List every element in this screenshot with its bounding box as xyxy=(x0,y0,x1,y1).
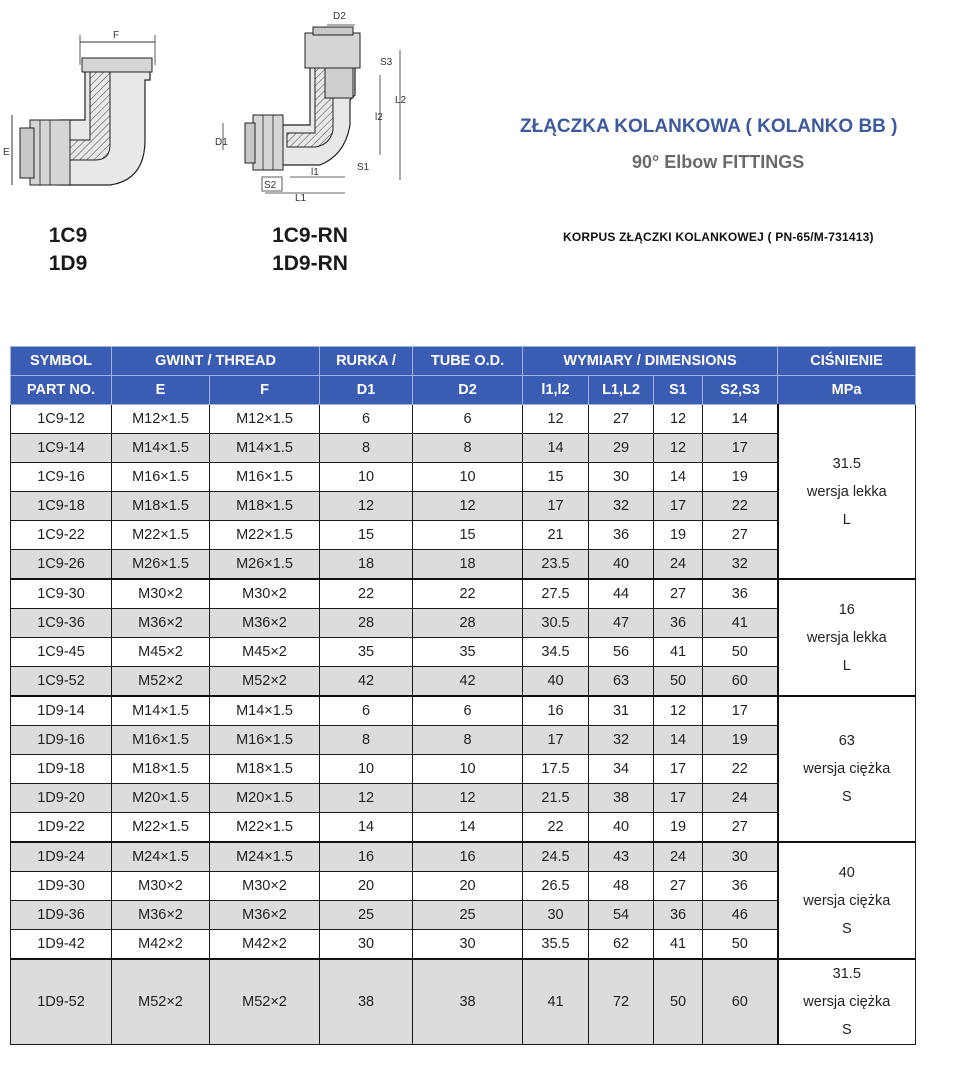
table-cell: 12 xyxy=(654,434,703,463)
table-cell: 63 xyxy=(589,667,654,697)
pressure-cell xyxy=(778,959,916,1045)
pressure-cell xyxy=(778,405,916,580)
table-cell: M30×2 xyxy=(112,872,210,901)
table-cell: M16×1.5 xyxy=(112,726,210,755)
table-cell: 8 xyxy=(413,726,523,755)
table-cell: M30×2 xyxy=(112,579,210,609)
spec-table xyxy=(10,346,916,1045)
table-cell: 1C9-18 xyxy=(11,492,112,521)
table-cell: 12 xyxy=(320,492,413,521)
table-row xyxy=(11,959,916,1045)
table-cell: 24 xyxy=(703,784,778,813)
model-1d9: 1D9 xyxy=(48,252,88,275)
table-cell: 50 xyxy=(654,667,703,697)
svg-text:l1: l1 xyxy=(311,167,319,178)
table-cell: 22 xyxy=(523,813,589,843)
elbow-fitting-rn-drawing xyxy=(205,5,410,205)
model-1c9: 1C9 xyxy=(48,224,88,247)
table-cell: 10 xyxy=(320,755,413,784)
table-cell: 23.5 xyxy=(523,550,589,580)
table-cell: 15 xyxy=(413,521,523,550)
table-cell: 24.5 xyxy=(523,842,589,872)
table-cell: 50 xyxy=(703,638,778,667)
table-cell: M16×1.5 xyxy=(112,463,210,492)
svg-text:F: F xyxy=(113,30,120,41)
table-cell: M36×2 xyxy=(210,901,320,930)
header-pressure: CIŚNIENIE xyxy=(778,347,916,376)
table-cell: 43 xyxy=(589,842,654,872)
table-cell: 8 xyxy=(320,434,413,463)
table-cell: 8 xyxy=(320,726,413,755)
table-cell: 72 xyxy=(589,959,654,1045)
table-cell: M30×2 xyxy=(210,872,320,901)
table-cell: M16×1.5 xyxy=(210,463,320,492)
table-cell: 32 xyxy=(589,726,654,755)
table-cell: 31 xyxy=(589,696,654,726)
table-cell: 22 xyxy=(320,579,413,609)
table-cell: 12 xyxy=(413,492,523,521)
table-cell: 17 xyxy=(654,492,703,521)
table-cell: 60 xyxy=(703,959,778,1045)
table-cell: M26×1.5 xyxy=(112,550,210,580)
table-cell: 1D9-36 xyxy=(11,901,112,930)
table-cell: 54 xyxy=(589,901,654,930)
table-cell: 1C9-30 xyxy=(11,579,112,609)
title-english: 90° Elbow FITTINGS xyxy=(632,152,805,172)
header-part-no: PART NO. xyxy=(11,376,112,405)
header-dimensions: WYMIARY / DIMENSIONS xyxy=(523,347,778,376)
pressure-value: 31.5 xyxy=(832,455,861,472)
table-cell: 10 xyxy=(413,463,523,492)
table-cell: 1C9-22 xyxy=(11,521,112,550)
pressure-version: wersja ciężka xyxy=(803,761,891,777)
svg-text:L1: L1 xyxy=(295,193,307,204)
table-cell: 12 xyxy=(523,405,589,434)
svg-text:D1: D1 xyxy=(215,137,228,148)
table-cell: 27 xyxy=(589,405,654,434)
table-cell: 30 xyxy=(703,842,778,872)
table-cell: 1C9-45 xyxy=(11,638,112,667)
table-cell: 16 xyxy=(523,696,589,726)
header-l1-l2: l1,l2 xyxy=(523,376,589,405)
table-cell: 38 xyxy=(320,959,413,1045)
table-cell: 60 xyxy=(703,667,778,697)
table-cell: M45×2 xyxy=(112,638,210,667)
table-cell: 40 xyxy=(523,667,589,697)
table-cell: 62 xyxy=(589,930,654,960)
title-polish: ZŁĄCZKA KOLANKOWA ( KOLANKO BB ) xyxy=(520,116,898,137)
table-cell: 35 xyxy=(320,638,413,667)
model-1d9-rn: 1D9-RN xyxy=(272,252,348,275)
svg-text:E: E xyxy=(3,147,10,158)
table-cell: 17 xyxy=(523,492,589,521)
table-cell: 26.5 xyxy=(523,872,589,901)
table-cell: 36 xyxy=(589,521,654,550)
table-cell: M42×2 xyxy=(210,930,320,960)
table-cell: 1D9-52 xyxy=(11,959,112,1045)
pressure-version: wersja lekka xyxy=(806,629,887,646)
svg-text:L2: L2 xyxy=(395,95,407,106)
table-cell: 29 xyxy=(589,434,654,463)
pressure-class: S xyxy=(841,789,852,805)
table-cell: 35.5 xyxy=(523,930,589,960)
table-cell: 12 xyxy=(413,784,523,813)
table-cell: 34 xyxy=(589,755,654,784)
table-cell: 19 xyxy=(703,463,778,492)
table-cell: 38 xyxy=(413,959,523,1045)
table-cell: M36×2 xyxy=(210,609,320,638)
table-cell: 21 xyxy=(523,521,589,550)
table-cell: 46 xyxy=(703,901,778,930)
table-cell: 1C9-52 xyxy=(11,667,112,697)
table-cell: 22 xyxy=(703,492,778,521)
table-cell: 48 xyxy=(589,872,654,901)
pressure-cell xyxy=(778,579,916,696)
table-cell: 38 xyxy=(589,784,654,813)
table-row xyxy=(11,579,916,609)
table-cell: M22×1.5 xyxy=(112,813,210,843)
table-cell: 14 xyxy=(703,405,778,434)
table-cell: 17 xyxy=(703,696,778,726)
table-cell: 17 xyxy=(654,755,703,784)
table-cell: 34.5 xyxy=(523,638,589,667)
table-cell: 14 xyxy=(654,463,703,492)
table-cell: 50 xyxy=(654,959,703,1045)
table-row xyxy=(11,842,916,872)
header-rurka: RURKA / xyxy=(320,347,413,376)
table-cell: 36 xyxy=(654,901,703,930)
table-cell: M52×2 xyxy=(112,667,210,697)
table-cell: 50 xyxy=(703,930,778,960)
header-mpa: MPa xyxy=(778,376,916,405)
table-cell: M14×1.5 xyxy=(112,434,210,463)
pressure-value: 40 xyxy=(838,864,855,881)
table-cell: 30 xyxy=(589,463,654,492)
elbow-fitting-drawing xyxy=(0,20,175,200)
table-cell: 42 xyxy=(413,667,523,697)
model-label-basic xyxy=(38,222,98,278)
table-cell: 40 xyxy=(589,813,654,843)
pressure-version: wersja lekka xyxy=(806,483,887,500)
table-cell: 28 xyxy=(413,609,523,638)
table-cell: M42×2 xyxy=(112,930,210,960)
table-cell: 25 xyxy=(320,901,413,930)
pressure-class: S xyxy=(841,920,852,937)
table-cell: 1C9-12 xyxy=(11,405,112,434)
table-cell: 41 xyxy=(654,638,703,667)
table-cell: 41 xyxy=(703,609,778,638)
table-cell: M24×1.5 xyxy=(210,842,320,872)
table-cell: 15 xyxy=(320,521,413,550)
table-cell: M45×2 xyxy=(210,638,320,667)
table-cell: 32 xyxy=(589,492,654,521)
table-cell: 12 xyxy=(654,696,703,726)
table-cell: 25 xyxy=(413,901,523,930)
model-1c9-rn: 1C9-RN xyxy=(272,224,348,247)
svg-text:S3: S3 xyxy=(380,57,393,68)
header-s1: S1 xyxy=(654,376,703,405)
table-cell: 17 xyxy=(703,434,778,463)
table-cell: 1C9-26 xyxy=(11,550,112,580)
pressure-value: 16 xyxy=(838,601,855,618)
model-label-rn xyxy=(255,222,365,278)
pressure-class: L xyxy=(842,657,851,674)
header-f: F xyxy=(210,376,320,405)
table-cell: M20×1.5 xyxy=(210,784,320,813)
table-cell: 17 xyxy=(654,784,703,813)
table-cell: 14 xyxy=(523,434,589,463)
table-cell: M12×1.5 xyxy=(112,405,210,434)
table-cell: 14 xyxy=(320,813,413,843)
table-cell: 30 xyxy=(523,901,589,930)
svg-text:S1: S1 xyxy=(357,162,370,173)
table-cell: 1D9-42 xyxy=(11,930,112,960)
table-cell: M24×1.5 xyxy=(112,842,210,872)
pressure-cell xyxy=(778,696,916,842)
table-cell: 22 xyxy=(413,579,523,609)
subtitle-standard: KORPUS ZŁĄCZKI KOLANKOWEJ ( PN-65/M-731413) xyxy=(563,230,874,244)
header-s2-s3: S2,S3 xyxy=(703,376,778,405)
table-cell: M52×2 xyxy=(210,667,320,697)
table-cell: 6 xyxy=(413,405,523,434)
table-cell: 16 xyxy=(320,842,413,872)
table-cell: M14×1.5 xyxy=(210,696,320,726)
table-cell: 1D9-24 xyxy=(11,842,112,872)
table-cell: 36 xyxy=(703,872,778,901)
table-cell: 44 xyxy=(589,579,654,609)
table-cell: 27 xyxy=(703,813,778,843)
svg-text:S2: S2 xyxy=(264,180,277,191)
table-cell: 6 xyxy=(320,405,413,434)
table-cell: 19 xyxy=(654,521,703,550)
table-cell: 12 xyxy=(320,784,413,813)
table-cell: 8 xyxy=(413,434,523,463)
table-cell: 47 xyxy=(589,609,654,638)
table-cell: 30 xyxy=(413,930,523,960)
table-cell: 6 xyxy=(413,696,523,726)
table-cell: M26×1.5 xyxy=(210,550,320,580)
table-cell: 18 xyxy=(413,550,523,580)
table-cell: 1D9-14 xyxy=(11,696,112,726)
table-cell: 1D9-16 xyxy=(11,726,112,755)
table-cell: 16 xyxy=(413,842,523,872)
svg-text:l2: l2 xyxy=(375,112,383,123)
table-cell: 41 xyxy=(523,959,589,1045)
table-cell: 20 xyxy=(320,872,413,901)
pressure-cell xyxy=(778,842,916,959)
table-cell: 28 xyxy=(320,609,413,638)
table-cell: 27 xyxy=(654,579,703,609)
pressure-value: 31.5 xyxy=(832,966,861,982)
table-cell: 24 xyxy=(654,842,703,872)
table-cell: 41 xyxy=(654,930,703,960)
table-cell: 1D9-22 xyxy=(11,813,112,843)
table-cell: 42 xyxy=(320,667,413,697)
table-cell: M36×2 xyxy=(112,901,210,930)
table-cell: 27 xyxy=(703,521,778,550)
table-cell: 30.5 xyxy=(523,609,589,638)
table-cell: M18×1.5 xyxy=(210,492,320,521)
header-L1-L2: L1,L2 xyxy=(589,376,654,405)
table-cell: 19 xyxy=(703,726,778,755)
table-cell: 35 xyxy=(413,638,523,667)
table-cell: 20 xyxy=(413,872,523,901)
header-tube-od: TUBE O.D. xyxy=(413,347,523,376)
table-cell: 1C9-14 xyxy=(11,434,112,463)
header-symbol: SYMBOL xyxy=(11,347,112,376)
table-cell: M22×1.5 xyxy=(112,521,210,550)
spec-table-body xyxy=(11,405,916,1045)
table-cell: 17 xyxy=(523,726,589,755)
table-cell: 1D9-20 xyxy=(11,784,112,813)
table-cell: 30 xyxy=(320,930,413,960)
table-cell: 36 xyxy=(654,609,703,638)
table-cell: M14×1.5 xyxy=(112,696,210,726)
header-d1: D1 xyxy=(320,376,413,405)
table-cell: 6 xyxy=(320,696,413,726)
table-cell: 12 xyxy=(654,405,703,434)
table-cell: 18 xyxy=(320,550,413,580)
header-row-2 xyxy=(11,376,916,405)
table-cell: M22×1.5 xyxy=(210,813,320,843)
table-cell: M12×1.5 xyxy=(210,405,320,434)
table-cell: 14 xyxy=(654,726,703,755)
table-cell: 17.5 xyxy=(523,755,589,784)
table-cell: 14 xyxy=(413,813,523,843)
table-cell: M18×1.5 xyxy=(112,755,210,784)
table-cell: 19 xyxy=(654,813,703,843)
header-thread: GWINT / THREAD xyxy=(112,347,320,376)
table-cell: 24 xyxy=(654,550,703,580)
header-d2: D2 xyxy=(413,376,523,405)
table-cell: 36 xyxy=(703,579,778,609)
table-cell: 32 xyxy=(703,550,778,580)
pressure-version: wersja ciężka xyxy=(803,994,891,1010)
table-cell: M18×1.5 xyxy=(210,755,320,784)
pressure-version: wersja ciężka xyxy=(803,892,891,909)
table-cell: M30×2 xyxy=(210,579,320,609)
pressure-class: L xyxy=(842,511,851,528)
table-row xyxy=(11,696,916,726)
table-cell: 21.5 xyxy=(523,784,589,813)
table-cell: 40 xyxy=(589,550,654,580)
table-cell: M18×1.5 xyxy=(112,492,210,521)
table-cell: 56 xyxy=(589,638,654,667)
table-row xyxy=(11,405,916,434)
table-cell: 1D9-30 xyxy=(11,872,112,901)
table-cell: M52×2 xyxy=(210,959,320,1045)
table-cell: M20×1.5 xyxy=(112,784,210,813)
table-cell: 22 xyxy=(703,755,778,784)
table-cell: 27 xyxy=(654,872,703,901)
pressure-class: S xyxy=(841,1022,852,1038)
header-row-1 xyxy=(11,347,916,376)
table-cell: 1C9-36 xyxy=(11,609,112,638)
table-cell: 1D9-18 xyxy=(11,755,112,784)
table-cell: M22×1.5 xyxy=(210,521,320,550)
table-cell: 1C9-16 xyxy=(11,463,112,492)
table-cell: 10 xyxy=(320,463,413,492)
table-cell: M16×1.5 xyxy=(210,726,320,755)
table-cell: 15 xyxy=(523,463,589,492)
header-e: E xyxy=(112,376,210,405)
table-cell: M36×2 xyxy=(112,609,210,638)
table-cell: M52×2 xyxy=(112,959,210,1045)
table-cell: 10 xyxy=(413,755,523,784)
svg-text:D2: D2 xyxy=(333,11,346,22)
table-cell: M14×1.5 xyxy=(210,434,320,463)
table-cell: 27.5 xyxy=(523,579,589,609)
pressure-value: 63 xyxy=(838,733,855,749)
